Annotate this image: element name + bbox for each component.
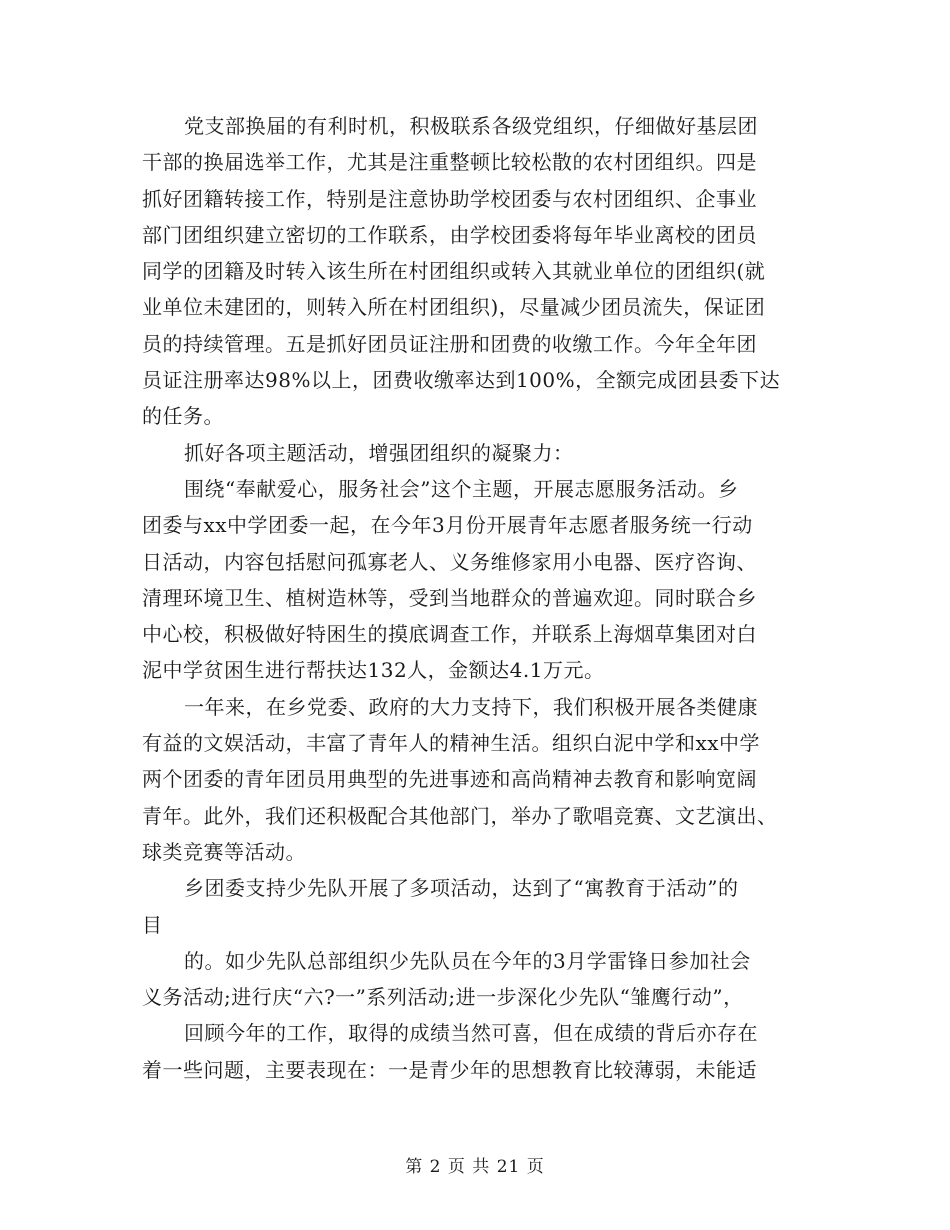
- document-body: [142, 108, 812, 1088]
- text-line: 一年来，在乡党委、政府的大力支持下，我们积极开展各类健康: [184, 694, 758, 719]
- text-line: 日活动，内容包括慰问孤寡老人、义务维修家用小电器、医疗咨询、: [142, 549, 757, 574]
- text-line: 有益的文娱活动，丰富了青年人的精神生活。组织白泥中学和xx中学: [142, 731, 761, 756]
- text-line: 乡团委支持少先队开展了多项活动，达到了“寓教育于活动”的: [184, 876, 739, 901]
- page-number-footer: 第 2 页 共 21 页: [405, 1157, 545, 1177]
- text-line: 抓好团籍转接工作，特别是注意协助学校团委与农村团组织、企事业: [142, 186, 757, 211]
- text-line: 两个团委的青年团员用典型的先进事迹和高尚精神去教育和影响宽阔: [142, 767, 757, 792]
- text-line: 党支部换届的有利时机，积极联系各级党组织，仔细做好基层团: [184, 114, 758, 138]
- text-line: 团委与xx中学团委一起，在今年3月份开展青年志愿者服务统一行动: [142, 513, 753, 538]
- text-line: 围绕“奉献爱心，服务社会”这个主题，开展志愿服务活动。乡: [184, 476, 739, 501]
- text-line: 中心校，积极做好特困生的摸底调查工作，并联系上海烟草集团对白: [142, 622, 757, 647]
- text-line: 业单位未建团的，则转入所在村团组织)，尽量减少团员流失，保证团: [142, 295, 766, 320]
- text-line: 员的持续管理。五是抓好团员证注册和团费的收缴工作。今年全年团: [142, 331, 757, 356]
- text-line: 干部的换届选举工作，尤其是注重整顿比较松散的农村团组织。四是: [142, 150, 757, 175]
- text-line: 青年。此外，我们还积极配合其他部门，举办了歌唱竞赛、文艺演出、: [142, 803, 778, 828]
- text-line: 部门团组织建立密切的工作联系，由学校团委将每年毕业离校的团员: [142, 222, 757, 247]
- text-line: 球类竞赛等活动。: [142, 839, 306, 864]
- text-line: 员证注册率达98%以上，团费收缴率达到100%，全额完成团县委下达: [142, 368, 781, 393]
- text-line: 目: [142, 912, 163, 937]
- text-line: 的。如少先队总部组织少先队员在今年的3月学雷锋日参加社会: [184, 948, 751, 973]
- text-line: 义务活动;进行庆“六?一”系列活动;进一步深化少先队“雏鹰行动”，: [142, 985, 744, 1010]
- text-line: 同学的团籍及时转入该生所在村团组织或转入其就业单位的团组织(就: [142, 259, 766, 284]
- text-line: 回顾今年的工作，取得的成绩当然可喜，但在成绩的背后亦存在: [184, 1021, 758, 1046]
- text-line: 泥中学贫困生进行帮扶达132人，金额达4.1万元。: [142, 658, 605, 683]
- text-line: 清理环境卫生、植树造林等，受到当地群众的普遍欢迎。同时联合乡: [142, 585, 757, 610]
- text-line: 着一些问题，主要表现在：一是青少年的思想教育比较薄弱，未能适: [142, 1057, 757, 1082]
- section-heading: 抓好各项主题活动，增强团组织的凝聚力：: [184, 440, 574, 465]
- text-line: 的任务。: [142, 404, 224, 429]
